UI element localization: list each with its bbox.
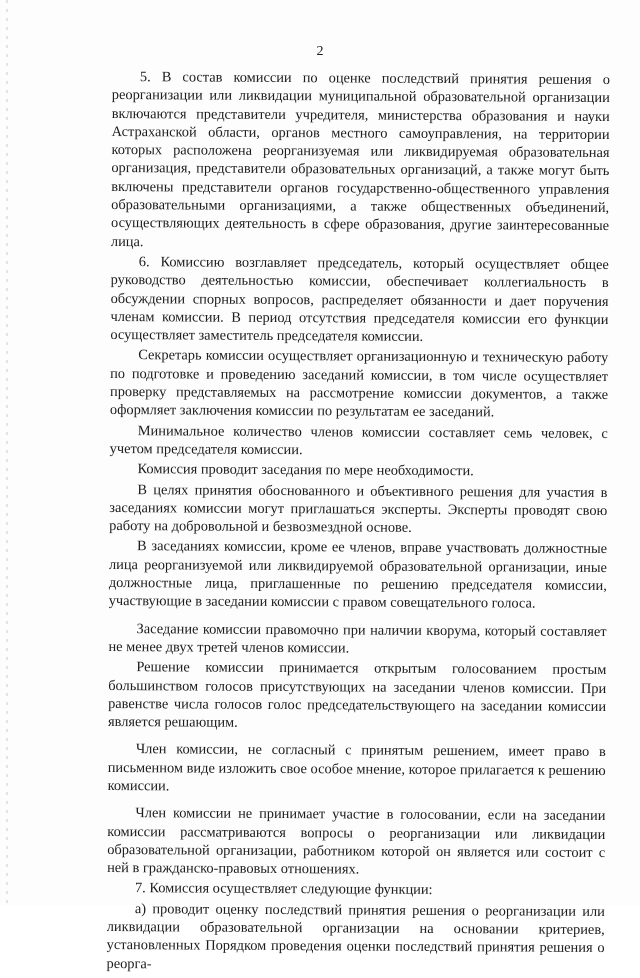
paragraph-dissent: Член комиссии, не согласный с принятым решением, имеет право в письменном виде изложить свое особое мнение, которое прилагается к решению комиссии. bbox=[107, 741, 606, 795]
paragraph-experts: В целях принятия обоснованного и объективного решения для участия в заседаниях комиссии могут приглашаться эксперты. Эксперты проводят свою работу на добровольной и безвозмездной основе. bbox=[109, 481, 608, 536]
paragraph-chairman: 6. Комиссию возглавляет председатель, который осуществляет общее руководство деятельностью комиссии, обеспечивает коллегиальность в обсуждении спорных вопросов, распределяет обязанности и дает поручения членам комиссии. В период отсутствия председателя комиссии его функции осуществляет заместитель председателя комиссии. bbox=[110, 254, 609, 346]
page-number: 2 bbox=[316, 44, 324, 59]
paragraph-participants: В заседаниях комиссии, кроме ее членов, вправе участвовать должностные лица реорганизуемой или ликвидируемой образовательной организации, иные должностные лица, приглашенные по решению председателя комиссии, участвующие в заседании комиссии с правом совещательного голоса. bbox=[108, 538, 608, 612]
paragraph-quorum: Заседание комиссии правомочно при наличии кворума, который составляет не менее двух третей членов комиссии. bbox=[108, 620, 607, 657]
document-body bbox=[106, 68, 610, 978]
paragraph-meetings: Комиссия проводит заседания по мере необходимости. bbox=[137, 461, 474, 480]
scan-edge-artifact bbox=[6, 0, 8, 905]
paragraph-voting: Решение комиссии принимается открытым голосованием простым большинством голосов присутствующих на заседании членов комиссии. При равенстве числа голосов голос председательствующего на заседании комиссии является решающим. bbox=[107, 659, 607, 731]
paragraph-secretary: Секретарь комиссии осуществляет организационную и техническую работу по подготовке и проведению заседаний комиссии, в том числе осуществляет проверку представляемых на рассмотрение комиссии документов, а также оформляет заключения комиссии по результатам ее заседаний. bbox=[109, 347, 609, 421]
paragraph-minimum-members: Минимальное количество членов комиссии составляет семь человек, с учетом председателя комиссии. bbox=[109, 422, 608, 459]
paragraph-conflict-of-interest: Член комиссии не принимает участие в голосовании, если на заседании комиссии рассматриваются вопросы о реорганизации или ликвидации образовательной организации, работником которой он является или состоит с ней в гражданско-правовых отношениях. bbox=[107, 805, 606, 878]
paragraph-commission-composition: 5. В состав комиссии по оценке последствий принятия решения о реорганизации или ликвидации муниципальной образовательной организации включаются представители учредителя, министерства образования и науки Астраханской области, органов местного самоуправления, на территории которых расположена реорганизуемая или ликвидируемая образовательная организация, представители образовательных организаций, а также могут быть включены представители органов государственно-общественного управления образовательными организациями, а также общественных объединений, осуществляющих деятельность в сфере образования, другие заинтересованные лица. bbox=[110, 69, 610, 250]
paragraph-function-a: а) проводит оценку последствий принятия решения о реорганизации или ликвидации образовательной организации на основании критериев, установленных Порядком проведения оценки последствий принятия решения о реорга- bbox=[106, 900, 605, 972]
paragraph-functions-heading: 7. Комиссия осуществляет следующие функции: bbox=[134, 880, 433, 899]
